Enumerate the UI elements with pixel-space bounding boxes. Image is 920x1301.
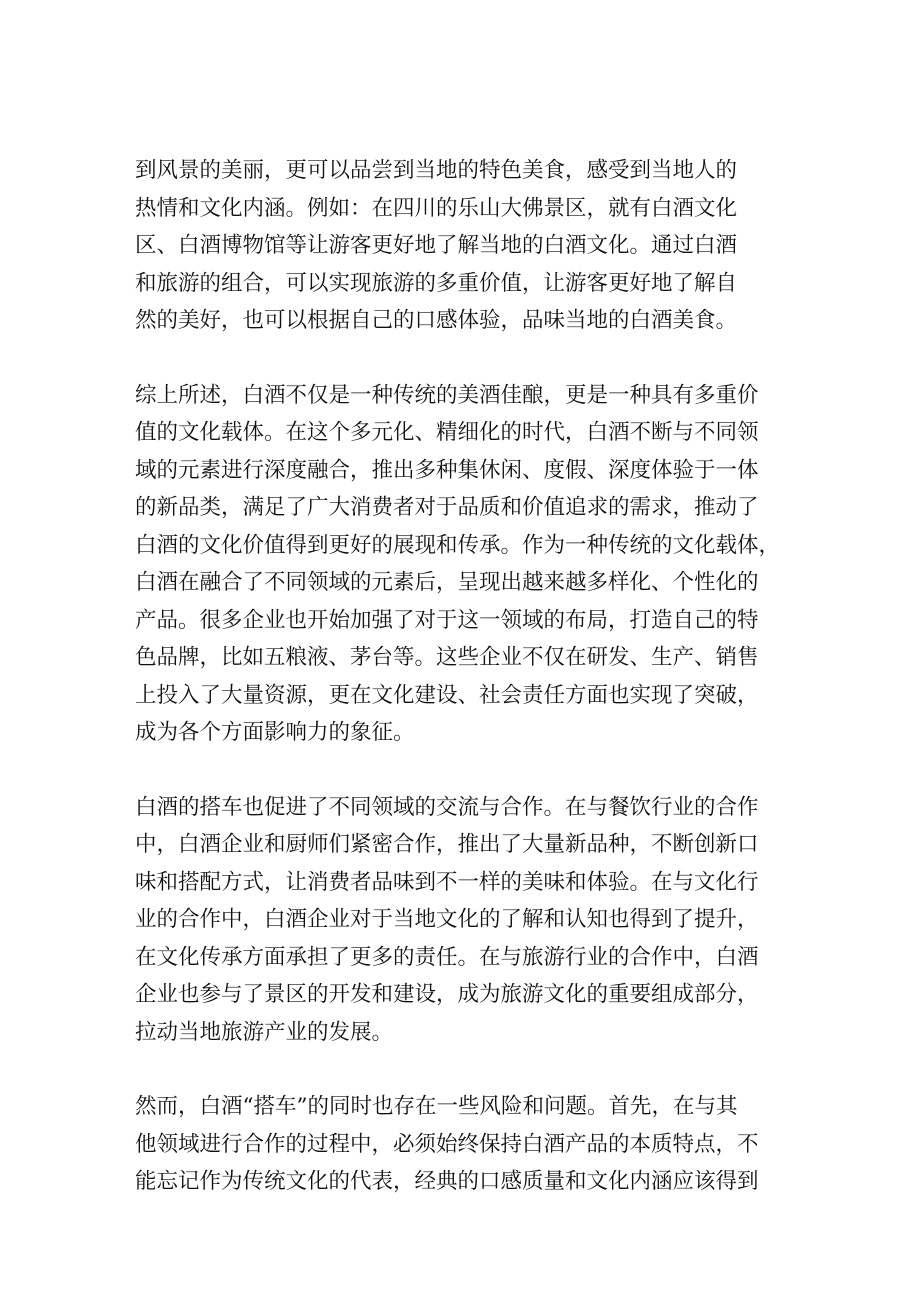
text-line: 上投入了大量资源，更在文化建设、社会责任方面也实现了突破， bbox=[135, 682, 759, 708]
text-line: 综上所述，白酒不仅是一种传统的美酒佳酿，更是一种具有多重价 bbox=[135, 382, 759, 408]
text-line: 值的文化载体。在这个多元化、精细化的时代，白酒不断与不同领 bbox=[135, 420, 759, 445]
text-line: 在文化传承方面承担了更多的责任。在与旅游行业的合作中，白酒 bbox=[135, 944, 759, 970]
paragraph-1 bbox=[135, 152, 800, 340]
text-line: 能忘记作为传统文化的代表，经典的口感质量和文化内涵应该得到 bbox=[135, 1169, 759, 1194]
document-body bbox=[135, 152, 800, 1238]
text-line: 然的美好，也可以根据自己的口感体验，品味当地的白酒美食。 bbox=[135, 308, 738, 333]
paragraph-4 bbox=[135, 1088, 800, 1201]
text-line: 成为各个方面影响力的象征。 bbox=[135, 720, 415, 745]
text-line: 他领域进行合作的过程中，必须始终保持白酒产品的本质特点，不 bbox=[135, 1131, 759, 1157]
paragraph-2 bbox=[135, 377, 800, 752]
text-line: 白酒的搭车也促进了不同领域的交流与合作。在与餐饮行业的合作 bbox=[135, 794, 759, 820]
text-line: 味和搭配方式，让消费者品味到不一样的美味和体验。在与文化行 bbox=[135, 869, 759, 895]
text-line: 拉动当地旅游产业的发展。 bbox=[135, 1019, 394, 1045]
text-line: 白酒在融合了不同领域的元素后，呈现出越来越多样化、个性化的 bbox=[135, 570, 759, 595]
text-line: 和旅游的组合，可以实现旅游的多重价值，让游客更好地了解自 bbox=[135, 270, 738, 296]
text-line: 业的合作中，白酒企业对于当地文化的了解和认知也得到了提升， bbox=[135, 907, 759, 932]
text-line: 企业也参与了景区的开发和建设，成为旅游文化的重要组成部分， bbox=[135, 982, 759, 1007]
text-line: 热情和文化内涵。例如：在四川的乐山大佛景区，就有白酒文化 bbox=[135, 195, 738, 221]
text-line: 中，白酒企业和厨师们紧密合作，推出了大量新品种，不断创新口 bbox=[135, 832, 759, 857]
text-line: 到风景的美丽，更可以品尝到当地的特色美食，感受到当地人的 bbox=[135, 158, 738, 183]
text-line: 的新品类，满足了广大消费者对于品质和价值追求的需求，推动了 bbox=[135, 495, 759, 520]
paragraph-3 bbox=[135, 789, 800, 1052]
text-line: 产品。很多企业也开始加强了对于这一领域的布局，打造自己的特 bbox=[135, 607, 759, 633]
text-line: 色品牌，比如五粮液、茅台等。这些企业不仅在研发、生产、销售 bbox=[135, 645, 759, 670]
text-line: 域的元素进行深度融合，推出多种集休闲、度假、深度体验于一体 bbox=[135, 457, 759, 483]
text-line: 区、白酒博物馆等让游客更好地了解当地的白酒文化。通过白酒 bbox=[135, 233, 738, 258]
text-line: 然而，白酒“搭车”的同时也存在一些风险和问题。首先，在与其 bbox=[135, 1094, 738, 1119]
text-line: 白酒的文化价值得到更好的展现和传承。作为一种传统的文化载体， bbox=[135, 532, 781, 558]
